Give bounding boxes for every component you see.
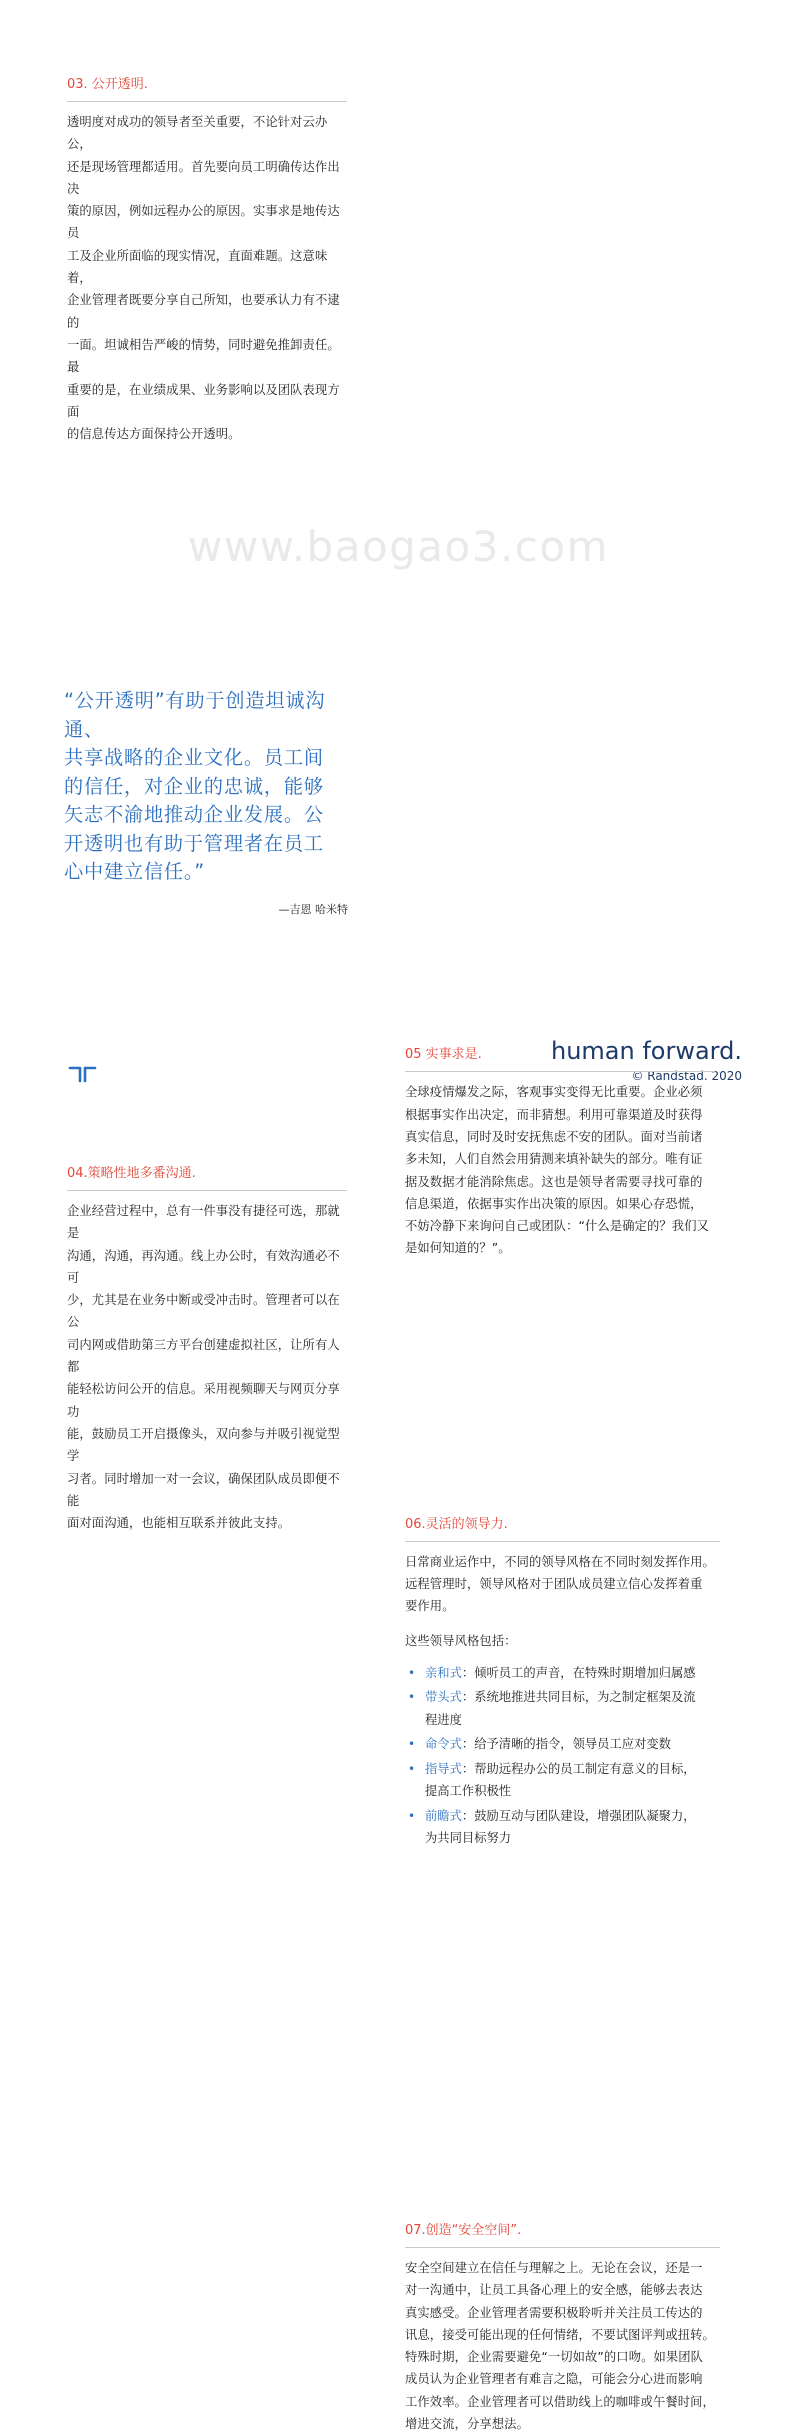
list-item [405, 1733, 720, 1756]
list-item [405, 1758, 720, 1803]
section-04 [67, 1165, 347, 1534]
section-body: 日常商业运作中，不同的领导风格在不同时刻发挥作用。 远程管理时，领导风格对于团队成员建立信心发挥着重 要作用。 [405, 1554, 715, 1614]
style-desc-cont: 程进度 [425, 1712, 462, 1727]
style-term: 带头式 [425, 1690, 462, 1705]
brand-tagline: human forward. [551, 1037, 742, 1065]
style-term: 前瞻式 [425, 1808, 462, 1823]
watermark: www.baogao3.com [188, 522, 610, 571]
list-item [405, 1662, 720, 1685]
copyright: © Randstad. 2020 [631, 1069, 742, 1083]
bullet-icon: • [408, 1690, 416, 1705]
styles-intro: 这些领导风格包括： [405, 1633, 517, 1648]
quote-author: —吉恩 哈米特 [278, 902, 348, 916]
section-07 [405, 2222, 720, 2435]
bullet-icon: • [408, 1808, 416, 1823]
style-desc: ：倾听员工的声音，在特殊时期增加归属感 [461, 1665, 696, 1680]
section-body: 安全空间建立在信任与理解之上。无论在会议，还是一 对一沟通中，让员工具备心理上的安全感，能够去表达 真实感受。企业管理者需要积极聆听并关注员工传达的 讯息，接受可能出现的任何情绪，不要试图评判或扭转。 特殊时期，企业需要避免“一切如故”的口吻。如果团队 成员认为企业管理者有难言之隐，可能会分心进而影响 工作效率。企业管理者可以借助线上的咖啡或午餐时间， 增进交流，分享想法。 [405, 2260, 715, 2432]
style-desc: ：给予清晰的指令，领导员工应对变数 [461, 1737, 671, 1752]
section-body: 透明度对成功的领导者至关重要，不论针对云办公， 还是现场管理都适用。首先要向员工明确传达作出决 策的原因，例如远程办公的原因。实事求是地传达员 工及企业所面临的现实情况，直面难题。这意味着， 企业管理者既要分享自己所知，也要承认力有不逮的 一面。坦诚相告严峻的情势，同时避免推卸责任。最 重要的是，在业绩成果、业务影响以及团队表现方面 的信息传达方面保持公开透明。 [67, 115, 340, 442]
style-desc-cont: 为共同目标努力 [425, 1831, 512, 1846]
style-term: 命令式 [425, 1737, 462, 1752]
quote-text: “公开透明”有助于创造坦诚沟通、 共享战略的企业文化。员工间 的信任，对企业的忠诚，能够 矢志不渝地推动企业发展。公 开透明也有助于管理者在员工 心中建立信任。” [64, 689, 326, 884]
list-item [405, 1686, 720, 1731]
section-heading: 04.策略性地多番沟通. [67, 1165, 347, 1191]
style-desc-cont: 提高工作积极性 [425, 1784, 512, 1799]
section-heading: 07.创造“安全空间”. [405, 2222, 720, 2248]
style-term: 指导式 [425, 1761, 462, 1776]
style-term: 亲和式 [425, 1665, 462, 1680]
randstad-logo-icon [68, 1064, 98, 1088]
bullet-icon: • [408, 1761, 416, 1776]
leadership-styles-list [405, 1662, 720, 1850]
style-desc: ：帮助远程办公的员工制定有意义的目标， [461, 1761, 696, 1776]
style-desc: ：鼓励互动与团队建设，增强团队凝聚力， [461, 1808, 696, 1823]
section-06 [405, 1516, 720, 1850]
section-heading: 06.灵活的领导力. [405, 1516, 720, 1542]
pull-quote [64, 687, 354, 917]
bullet-icon: • [408, 1737, 416, 1752]
bullet-icon: • [408, 1665, 416, 1680]
section-heading: 03. 公开透明. [67, 76, 347, 102]
list-item [405, 1805, 720, 1850]
style-desc: ：系统地推进共同目标，为之制定框架及流 [461, 1690, 696, 1705]
section-body: 企业经营过程中，总有一件事没有捷径可选，那就是 沟通，沟通，再沟通。线上办公时，有效沟通必不可 少，尤其是在业务中断或受冲击时。管理者可以在公 司内网或借助第三方平台创建虚拟社区，让所有人都 能轻松访问公开的信息。采用视频聊天与网页分享功 能，鼓励员工开启摄像头，双向参与并吸引视觉型学 习者。同时增加一对一会议，确保团队成员即便不能 面对面沟通，也能相互联系并彼此支持。 [67, 1203, 340, 1531]
section-body: 全球疫情爆发之际，客观事实变得无比重要。企业必须 根据事实作出决定，而非猜想。利用可靠渠道及时获得 真实信息，同时及时安抚焦虑不安的团队。面对当前诸 多未知，人们自然会用猜测来填补缺失的部分。唯有证 据及数据才能消除焦虑。这也是领导者需要寻找可靠的 信息渠道，依据事实作出决策的原因。如果心存恐慌， 不妨冷静下来询问自己或团队：“什么是确定的？我们又 是如何知道的？”。 [405, 1085, 709, 1256]
section-03 [67, 76, 347, 445]
section-05 [405, 1046, 715, 1259]
section-heading: 05 实事求是. [405, 1046, 715, 1072]
